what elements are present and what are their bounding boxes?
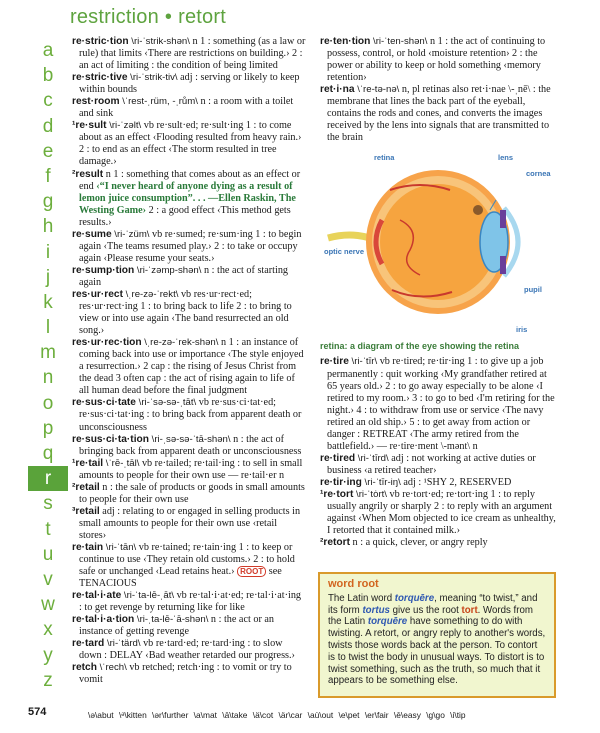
headword: re·sump·tion <box>72 264 135 276</box>
right-bottom-entry <box>320 537 556 549</box>
left-entry <box>72 662 306 686</box>
eye-illustration <box>320 150 556 336</box>
headword: re·tain <box>72 541 104 553</box>
left-entry <box>72 458 306 482</box>
thumb-letter-s: s <box>43 493 53 515</box>
headword: ¹re·tail <box>72 457 104 469</box>
headword: re·tir·ing <box>320 476 362 488</box>
definition: vb re·tal·i·at·ed; re·tal·i·at·ing : to get revenge by returning like for like <box>79 590 302 614</box>
wr-torquere: torquēre <box>394 592 435 604</box>
headword: ³retail <box>72 505 100 517</box>
wr-p3: give us the root <box>389 604 462 616</box>
headword: res·ur·rec·tion <box>72 337 142 349</box>
thumb-index <box>28 38 68 693</box>
left-entry <box>72 482 306 506</box>
definition: vb re·tort·ed; re·tort·ing 1 : to reply usually angrily or sharply 2 : to reply with an argument against ‹When Mom objected to ice cream as unhealthy, I retorted that it contained milk.› <box>327 488 556 537</box>
definition: vb re·sumed; re·sum·ing 1 : to begin again ‹The teams resumed play.› 2 : to take or occupy again ‹Please resume your seats.› <box>79 228 302 264</box>
word-root-box <box>318 572 556 698</box>
thumb-letter-q: q <box>42 443 54 464</box>
thumb-letter-d: d <box>42 115 54 137</box>
definition: n 1 : something (as a law or rule) that limits ‹There are restrictions on building.› 2 : an act of limiting : the condition of being limited <box>79 36 306 72</box>
thumb-letter-b: b <box>42 65 54 87</box>
thumb-letter-a: a <box>42 40 54 61</box>
thumb-letter-h: h <box>42 216 54 238</box>
label-lens: lens <box>498 153 514 163</box>
thumb-letter-i: i <box>45 241 51 263</box>
left-entry <box>72 72 306 96</box>
pronunciation-key: \ə\abut \ᵊ\kitten \ər\further \a\mat \ā\take \ä\cot \är\car \aù\out \e\pet \er\fair \ē\easy \g\go \i\tip <box>88 710 466 720</box>
right-bottom-entry <box>320 356 556 452</box>
definition: n 1 : something that comes about as an effect or end <box>79 168 301 192</box>
word-root-title: word root <box>328 578 379 590</box>
headword: ²retort <box>320 537 350 549</box>
thumb-letter-f: f <box>45 165 51 187</box>
definition: n : the act of starting again <box>79 264 289 288</box>
figure-caption: retina: a diagram of the eye showing the retina <box>320 341 520 352</box>
definition: n 1 : an instance of coming back into use or importance ‹The style enjoyed a resurrection.› 2 cap : the rising of Jesus Christ from the dead 3 often cap : the act of rising again to life of all human dead before the final judgment <box>79 337 304 397</box>
wr-p2: , meaning “to twist,” and its form <box>328 592 538 616</box>
thumb-letter-u: u <box>42 543 54 565</box>
definition: n 1 : the act of continuing to possess, control, or hold ‹moisture retention› 2 : the power or ability to keep or hold something ‹memory retention› <box>327 36 546 84</box>
wr-p1: The Latin word <box>328 592 395 604</box>
headword: re·stric·tive <box>72 72 128 84</box>
headword: ¹re·tort <box>320 488 354 500</box>
left-column <box>72 36 306 687</box>
headword: re·sus·ci·ta·tion <box>72 433 149 445</box>
pronunciation: \ri-ˈstrik-tiv\ <box>127 72 178 84</box>
thumb-letter-y: y <box>43 644 53 666</box>
definition: vb re·sult·ed; re·sult·ing 1 : to come about as an effect ‹Flooding resulted from heavy rain.› 2 : to end as an effect ‹The storm resulted in tree damage.› <box>79 120 302 168</box>
definition: n, pl retinas also ret·i·nae \-ˌnē\ : the membrane that lines the back part of the eyeball, contains the rods and cones, and converts the images received by the lens into signals that are transmitted to the brain <box>327 84 551 144</box>
pronunciation: \ˈrē-ˌtāl\ <box>103 457 140 469</box>
example-quote: ‹“I never heard of anyone dying as a result of lemon juice consumption”. . . —Ellen Raskin, The Westing Game› <box>79 180 296 216</box>
label-optic-nerve: optic nerve <box>324 247 365 257</box>
pronunciation: \ˈrech\ <box>96 662 127 674</box>
pronunciation: \ri-ˈzəmp-shən\ <box>134 264 202 276</box>
right-bottom-entries <box>320 356 556 549</box>
left-entry <box>72 265 306 289</box>
headword: ²result <box>72 168 104 180</box>
label-retina: retina <box>374 153 395 163</box>
left-entry <box>72 96 306 120</box>
headword: res·ur·rect <box>72 288 123 300</box>
headword: retch <box>72 662 97 674</box>
see-reference: see TENACIOUS <box>79 566 282 590</box>
thumb-letter-k: k <box>43 291 53 313</box>
headword: re·tard <box>72 638 105 650</box>
left-entry <box>72 638 306 662</box>
label-cornea: cornea <box>526 169 551 179</box>
root-tag: ROOT <box>237 566 266 577</box>
pronunciation: \ri-ˈzəlt\ <box>106 120 142 132</box>
headword: re·sus·ci·tate <box>72 397 136 409</box>
headword: ²retail <box>72 481 100 493</box>
wr-p5: have something to do with twisting. A retort, or angry reply to another's words, twists those words back at the person. To contort is to twist the body in unusual ways. To distort is to twist something, such as the truth, so much that it appears to be something else. <box>328 616 546 687</box>
definition: vb retched; retch·ing : to vomit or try to vomit <box>79 662 292 686</box>
thumb-letter-o: o <box>42 392 54 414</box>
headword: re·sume <box>72 228 112 240</box>
definition: adj : relating to or engaged in selling products in small amounts to people for their own use ‹retail stores› <box>79 505 301 541</box>
headword: re·tired <box>320 452 356 464</box>
thumb-letter-m: m <box>40 342 56 364</box>
thumb-letter-t: t <box>45 518 51 540</box>
thumb-letter-c: c <box>43 90 53 112</box>
pronunciation: \ri-ˈsə-sə-ˌtāt\ <box>135 397 197 409</box>
right-top-entries <box>320 36 556 144</box>
pronunciation: \ˈrest-ˌrüm, -ˌrům\ <box>119 96 198 108</box>
definition: vb re·sus·ci·tat·ed; re·sus·ci·tat·ing : to bring back from apparent death or unconsciousness <box>79 397 302 433</box>
definition: n : a room with a toilet and sink <box>79 96 294 120</box>
guide-last: retort <box>178 6 226 28</box>
thumb-letter-j: j <box>45 266 51 288</box>
wr-torquere2: torquēre <box>367 616 408 628</box>
guide-dot: • <box>164 6 173 28</box>
pronunciation: \ri-ˈtīrd\ <box>355 452 389 464</box>
headword: re·tal·i·a·tion <box>72 614 135 626</box>
pronunciation: \ri-ˈtȯrt\ <box>353 488 387 500</box>
pronunciation: \ri-ˈzüm\ <box>111 228 150 240</box>
headword: ret·i·na <box>320 84 355 96</box>
definition: adj : not working at active duties or business ‹a retired teacher› <box>327 452 536 476</box>
headword: re·stric·tion <box>72 36 129 47</box>
thumb-letter-e: e <box>42 140 54 162</box>
headword: rest·room <box>72 96 120 108</box>
label-pupil: pupil <box>524 285 542 295</box>
word-root-text <box>328 593 546 687</box>
left-entry <box>72 506 306 542</box>
left-entry <box>72 289 306 337</box>
definition: vb res·ur·rect·ed; res·ur·rect·ing 1 : to bring back to life 2 : to bring to view or into use again ‹The band resurrected an old song.› <box>79 288 292 337</box>
right-bottom-entry <box>320 477 556 489</box>
left-entry <box>72 614 306 638</box>
label-iris: iris <box>516 325 528 335</box>
pronunciation: \ri-ˈten-shən\ <box>370 36 428 47</box>
pronunciation: \ri-ˈstrik-shən\ <box>128 36 190 47</box>
definition: n : the act or an instance of getting revenge <box>79 614 275 638</box>
definition: vb re·tailed; re·tail·ing : to sell in small amounts to people for their own use — re·tail·er n <box>79 457 303 481</box>
left-entry <box>72 542 306 590</box>
eye-diagram <box>320 150 556 336</box>
pronunciation: \ri-ˈtärd\ <box>104 638 141 650</box>
headword: ¹re·sult <box>72 120 107 132</box>
pronunciation: \ri-ˈta-lē-ˌāt\ <box>121 590 175 602</box>
definition: n : a quick, clever, or angry reply <box>350 537 488 549</box>
thumb-letter-g: g <box>42 191 54 213</box>
pronunciation: \ˌre-zə-ˈrek-shən\ <box>141 337 219 349</box>
thumb-letter-x: x <box>43 619 53 641</box>
thumb-letter-w: w <box>41 594 55 616</box>
right-column <box>320 36 556 549</box>
pronunciation: \ˌre-zə-ˈrekt\ <box>122 288 179 300</box>
definition: vb re·tained; re·tain·ing 1 : to keep or continue to use ‹They retain old customs.› 2 : to hold safe or unchanged ‹Lead retains heat.› <box>79 541 295 578</box>
left-entry <box>72 397 306 433</box>
thumb-letter-r: r <box>28 466 68 491</box>
definition: n : the act of bringing back from apparent death or unconsciousness <box>79 433 302 457</box>
right-bottom-entry <box>320 453 556 477</box>
left-entry <box>72 337 306 397</box>
left-entry <box>72 229 306 265</box>
left-entry <box>72 120 306 168</box>
definition: adj : serving or likely to keep within bounds <box>79 72 300 96</box>
definition: n : the sale of products or goods in small amounts to people for their own use <box>79 481 305 505</box>
right-top-entry <box>320 36 556 84</box>
pronunciation: \ri-ˈtān\ <box>103 541 137 553</box>
headword: re·tal·i·ate <box>72 590 122 602</box>
wr-p4: . Words from the Latin <box>328 604 533 628</box>
page-number: 574 <box>28 706 47 718</box>
thumb-letter-n: n <box>42 367 54 389</box>
left-entry <box>72 434 306 458</box>
definition-tail: 2 : a good effect ‹This method gets results.› <box>79 204 291 228</box>
left-entry <box>72 590 306 614</box>
headword: re·tire <box>320 356 349 368</box>
guide-words <box>70 6 226 29</box>
right-bottom-entry <box>320 489 556 537</box>
wr-tortus: tortus <box>362 604 390 616</box>
pronunciation: \ri-ˈtīr\ <box>348 356 378 368</box>
pronunciation: \ri-ˌta-lē-ˈā-shən\ <box>134 614 209 626</box>
left-entry <box>72 169 306 229</box>
pronunciation: \ri-ˌsə-sə-ˈtā-shən\ <box>148 433 231 445</box>
pronunciation: \ˈre-tə-nə\ <box>354 84 400 96</box>
guide-first: restriction <box>70 6 159 28</box>
thumb-letter-l: l <box>45 317 51 339</box>
thumb-letter-v: v <box>43 568 53 590</box>
definition: vb re·tired; re·tir·ing 1 : to give up a job permanently : quit working ‹My grandfather retired at 65 years old.› 2 : to go away especially to be alone ‹I retired to my room.› 3 : to go to bed ‹I'm retiring for the night.› 4 : to withdraw from use or service ‹The navy retired an old ship.› 5 : to get away from action or danger : RETREAT ‹The army retired from the battlefield.› — re·tire·ment \-mənt\ n <box>327 356 555 452</box>
right-top-entry <box>320 84 556 144</box>
thumb-letter-p: p <box>42 417 54 439</box>
pronunciation: \ri-ˈtīr-iŋ\ <box>361 476 401 488</box>
wr-tort: tort <box>461 604 478 616</box>
left-entry <box>72 36 306 72</box>
definition: vb re·tard·ed; re·tard·ing : to slow down : DELAY ‹Bad weather retarded our progress.› <box>79 638 295 662</box>
thumb-letter-z: z <box>43 669 53 691</box>
headword: re·ten·tion <box>320 36 371 47</box>
definition: adj : ¹SHY 2, RESERVED <box>400 476 512 488</box>
